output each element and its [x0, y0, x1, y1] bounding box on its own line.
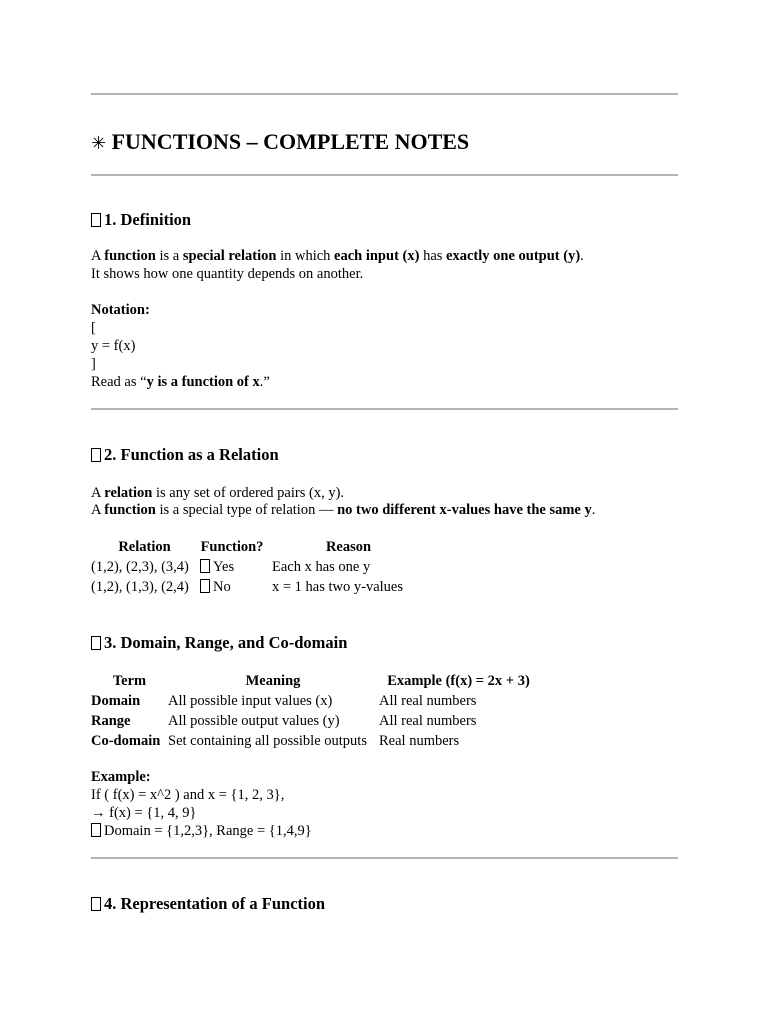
example-label	[91, 768, 151, 786]
notation-open: [	[91, 320, 96, 336]
text-bold: function	[104, 248, 156, 264]
function-paragraph	[91, 501, 595, 519]
column-header-example: Example (f(x) = 2x + 3)	[387, 672, 530, 689]
text: A	[91, 248, 105, 264]
text: A	[91, 485, 105, 501]
missing-glyph-icon	[91, 448, 101, 462]
cell-meaning: All possible output values (y)	[168, 712, 340, 729]
missing-glyph-icon	[91, 823, 101, 837]
cell-reason: x = 1 has two y-values	[272, 578, 404, 595]
text: Read as “	[91, 374, 147, 390]
text: is a special type of relation —	[155, 502, 338, 518]
table-header-row	[91, 537, 431, 557]
divider	[91, 857, 678, 859]
cell-relation: (1,2), (2,3), (3,4)	[91, 558, 189, 575]
text-bold: Notation:	[91, 302, 150, 318]
text: is a	[155, 248, 183, 264]
column-header-relation: Relation	[118, 538, 171, 555]
example-line-1: If ( f(x) = x^2 ) and x = {1, 2, 3},	[91, 787, 285, 803]
page-title-text: FUNCTIONS – COMPLETE NOTES	[111, 129, 470, 154]
column-header-meaning: Meaning	[245, 672, 301, 689]
column-header-function: Function?	[200, 538, 264, 555]
text: .	[591, 502, 596, 518]
notation-read-as	[91, 373, 270, 391]
page-title	[91, 129, 469, 155]
cell-meaning: Set containing all possible outputs	[168, 732, 367, 749]
cell-example: All real numbers	[379, 712, 477, 729]
section-heading-representation	[91, 894, 325, 914]
notation-equation: y = f(x)	[91, 338, 136, 354]
text-bold: relation	[104, 485, 153, 501]
example-line-3-text: Domain = {1,2,3}, Range = {1,4,9}	[104, 823, 312, 839]
section-heading-text: 2. Function as a Relation	[104, 445, 279, 464]
definition-paragraph-2: It shows how one quantity depends on another.	[91, 266, 364, 282]
cell-example: All real numbers	[379, 692, 477, 709]
example-line-3	[91, 822, 312, 840]
column-header-reason: Reason	[325, 538, 372, 555]
column-header-term: Term	[112, 672, 147, 689]
text-bold: exactly one output (y)	[446, 248, 581, 264]
text-bold: Example:	[91, 769, 151, 785]
notation-label	[91, 301, 150, 319]
table-row	[91, 577, 431, 597]
relation-table	[91, 537, 431, 597]
missing-glyph-icon	[91, 213, 101, 227]
table-row	[91, 711, 535, 731]
text: A	[91, 502, 105, 518]
cell-term: Range	[91, 712, 131, 729]
text: .	[580, 248, 584, 264]
text: is any set of ordered pairs (x, y).	[152, 485, 345, 501]
cell-reason: Each x has one y	[272, 558, 371, 575]
table-row	[91, 731, 535, 751]
text-bold: no two different x-values have the same y	[337, 502, 592, 518]
section-heading-text: 3. Domain, Range, and Co-domain	[104, 633, 348, 652]
text: has	[419, 248, 447, 264]
text-bold: each input (x)	[334, 248, 420, 264]
table-header-row	[91, 671, 535, 691]
cell-example: Real numbers	[379, 732, 460, 749]
table-row	[91, 691, 535, 711]
cell-function-text: No	[213, 578, 231, 595]
section-heading-text: 4. Representation of a Function	[104, 894, 326, 913]
divider	[91, 174, 678, 176]
text-bold: y is a function of x	[146, 374, 260, 390]
text: in which	[276, 248, 335, 264]
divider	[91, 93, 678, 95]
cell-function	[198, 577, 266, 597]
cell-function	[198, 557, 266, 577]
missing-glyph-icon	[200, 579, 210, 593]
domain-range-table	[91, 671, 535, 751]
section-heading-text: 1. Definition	[104, 210, 192, 229]
relation-paragraph	[91, 484, 344, 502]
cell-term: Domain	[91, 692, 141, 709]
example-line-2: → f(x) = {1, 4, 9}	[91, 805, 197, 821]
asterisk-icon: ✳	[91, 133, 107, 154]
section-heading-relation	[91, 445, 279, 465]
text-bold: special relation	[182, 248, 277, 264]
table-row	[91, 557, 431, 577]
cell-function-text: Yes	[213, 558, 235, 575]
cell-term: Co-domain	[91, 732, 161, 749]
text-bold: function	[104, 502, 156, 518]
cell-relation: (1,2), (1,3), (2,4)	[91, 578, 189, 595]
missing-glyph-icon	[91, 897, 101, 911]
section-heading-definition	[91, 210, 191, 230]
section-heading-domain-range	[91, 633, 347, 653]
divider	[91, 408, 678, 410]
missing-glyph-icon	[200, 559, 210, 573]
text: .”	[259, 374, 270, 390]
cell-meaning: All possible input values (x)	[168, 692, 333, 709]
notation-close: ]	[91, 356, 96, 372]
definition-paragraph	[91, 247, 584, 265]
missing-glyph-icon	[91, 636, 101, 650]
